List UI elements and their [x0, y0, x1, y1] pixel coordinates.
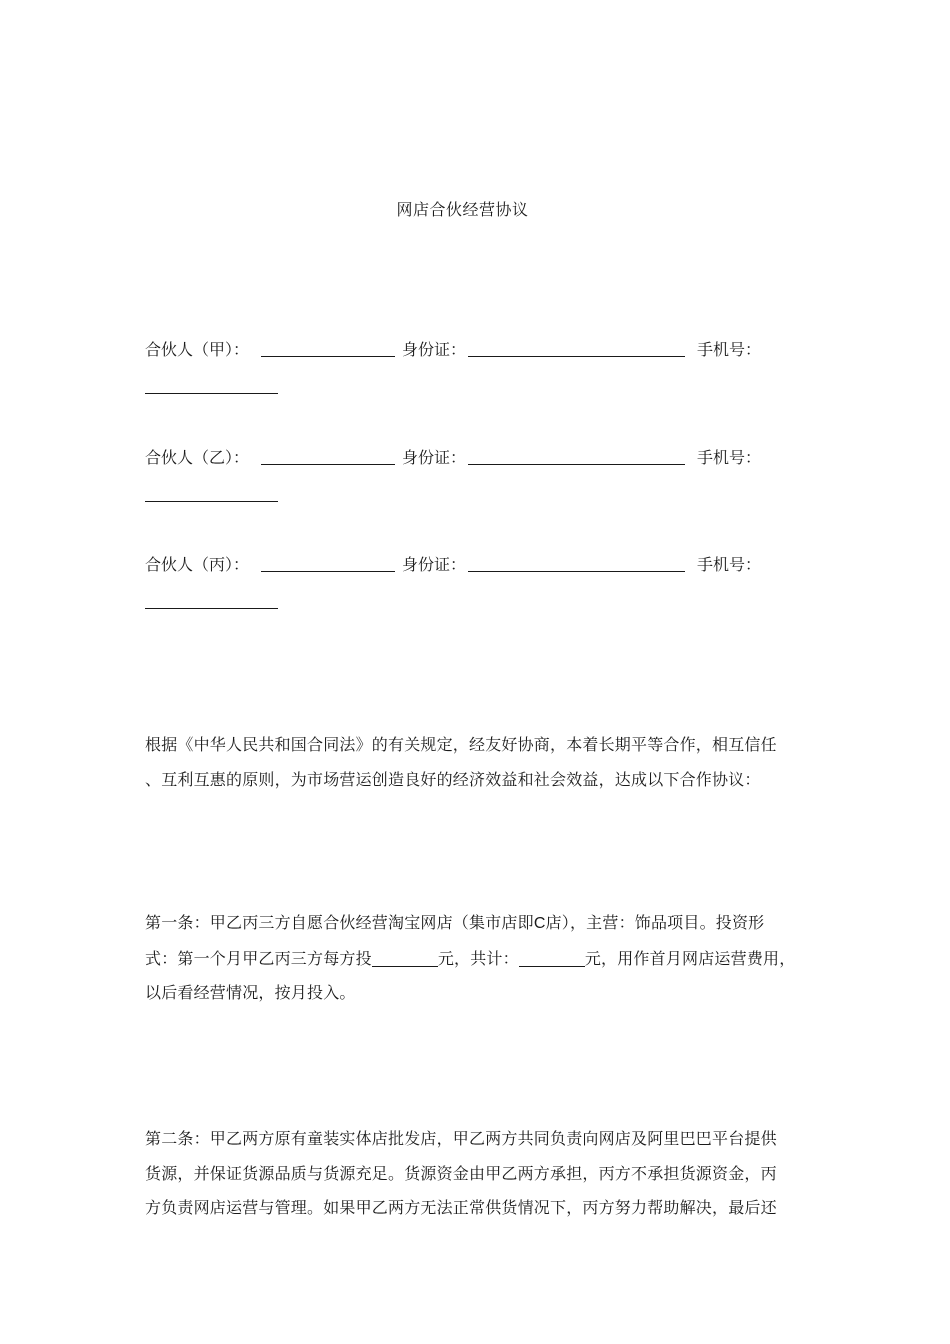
- article-line: 第二条：甲乙两方原有童装实体店批发店，甲乙两方共同负责向网店及阿里巴巴平台提供: [145, 1129, 777, 1148]
- phone-label: 手机号：: [697, 448, 762, 467]
- id-blank: [468, 555, 685, 572]
- article-line: [145, 942, 810, 977]
- preamble-line: 根据《中华人民共和国合同法》的有关规定，经友好协商，本着长期平等合作，相互信任: [145, 735, 777, 754]
- id-blank: [468, 448, 685, 465]
- phone-label: 手机号：: [697, 555, 762, 574]
- article-text: 式：第一个月甲乙丙三方每方投: [145, 948, 372, 968]
- partner-name-label: 合伙人（甲）：: [145, 340, 250, 359]
- article-text: 元，共计：: [437, 948, 519, 968]
- id-label: 身份证：: [402, 555, 467, 574]
- document-title: 网店合伙经营协议: [396, 200, 529, 219]
- partner-name-blank: [261, 340, 395, 357]
- article-text: C: [533, 915, 546, 932]
- partner-name-blank: [261, 448, 395, 465]
- partner-row-c: [145, 555, 825, 575]
- phone-blank: [145, 485, 278, 502]
- article-text: 第一条：甲乙丙三方自愿合伙经营淘宝网店（集市店即: [145, 913, 534, 932]
- partner-row-a: [145, 340, 825, 360]
- id-label: 身份证：: [402, 340, 467, 359]
- phone-blank: [145, 377, 278, 394]
- article-text: 店），主营：饰品项目。投资形: [545, 913, 765, 932]
- article-line: 以后看经营情况，按月投入。: [145, 983, 356, 1002]
- partner-row-b: [145, 448, 825, 468]
- id-label: 身份证：: [402, 448, 467, 467]
- article-2-paragraph: [145, 1122, 810, 1226]
- article-1-paragraph: [145, 906, 810, 1011]
- preamble-paragraph: [145, 728, 810, 797]
- investment-blank: [372, 950, 438, 967]
- phone-label: 手机号：: [697, 340, 762, 359]
- article-line: 货源，并保证货源品质与货源充足。货源资金由甲乙两方承担，丙方不承担货源资金，丙: [145, 1163, 777, 1183]
- preamble-line: 、互利互惠的原则，为市场营运创造良好的经济效益和社会效益，达成以下合作协议：: [145, 769, 761, 789]
- article-line: 方负责网店运营与管理。如果甲乙两方无法正常供货情况下，丙方努力帮助解决，最后还: [145, 1198, 777, 1217]
- total-blank: [519, 950, 585, 967]
- partner-name-label: 合伙人（乙）：: [145, 448, 250, 467]
- article-line: [145, 906, 810, 942]
- article-text: 元，用作首月网店运营费用，: [584, 948, 796, 968]
- partner-name-label: 合伙人（丙）：: [145, 555, 250, 574]
- id-blank: [468, 340, 685, 357]
- partner-name-blank: [261, 555, 395, 572]
- phone-blank: [145, 592, 278, 609]
